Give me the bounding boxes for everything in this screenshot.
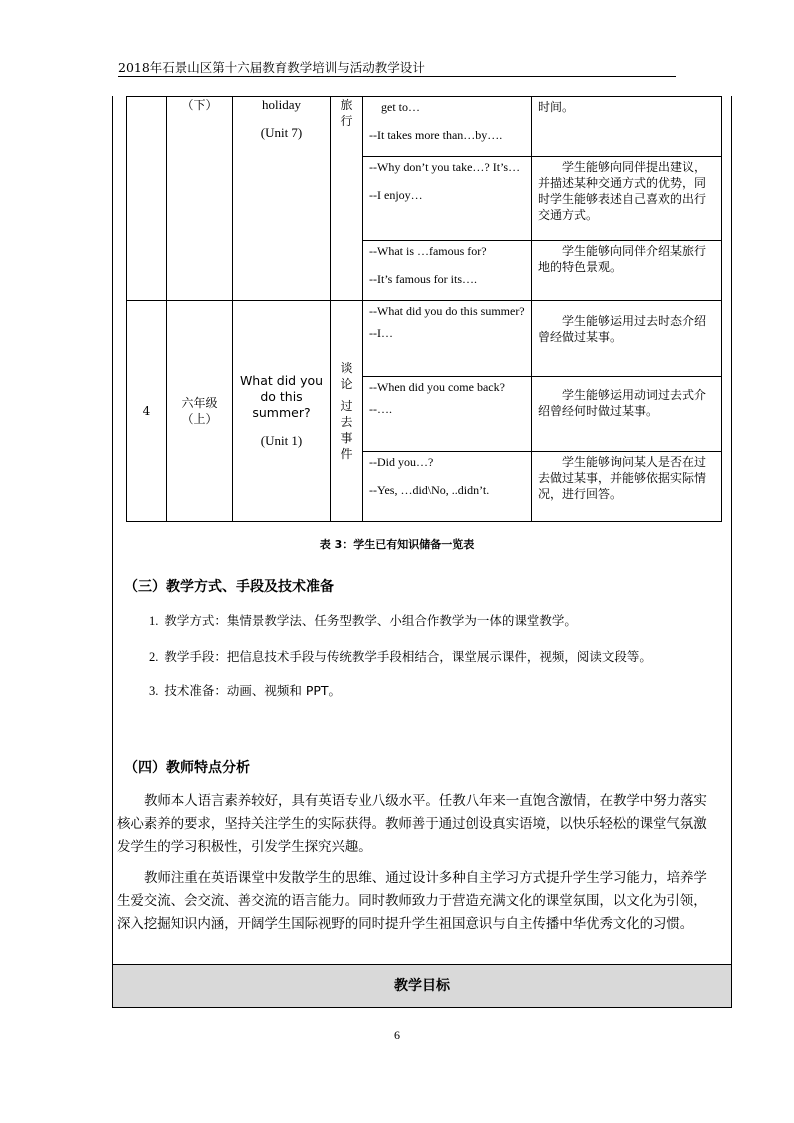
unit-number: (Unit 7) [260, 125, 303, 140]
topic-cell [331, 97, 363, 301]
list-text: 技术准备：动画、视频和 PPT。 [164, 683, 342, 698]
section-heading-teacher: （四）教师特点分析 [124, 760, 250, 776]
language-line: --I… [369, 326, 393, 340]
goal-text: 学生能够运用过去时态介绍曾经做过某事。 [538, 314, 707, 344]
goal-cell [532, 377, 722, 452]
grade-cell [167, 301, 233, 522]
topic-label: 旅行 [340, 98, 353, 128]
list-item [149, 611, 577, 629]
language-cell [363, 157, 532, 241]
grade-label: 六年级 [181, 396, 218, 410]
table-row [127, 301, 722, 377]
section-heading-methods: （三）教学方式、手段及技术准备 [124, 579, 334, 595]
language-line: --It’s famous for its…. [369, 272, 477, 286]
topic-label-2: 过去事件 [340, 399, 353, 461]
table-caption: 表 3：学生已有知识储备一览表 [319, 538, 475, 551]
list-item [149, 647, 652, 665]
goal-cell [532, 97, 722, 157]
language-line: --Why don’t you take…? It’s… [369, 160, 521, 174]
goal-cell [532, 301, 722, 377]
goal-text: 学生能够运用动词过去式介绍曾经何时做过某事。 [538, 388, 707, 418]
header-divider [118, 76, 676, 77]
grade-label: （下） [181, 98, 218, 112]
language-cell [363, 377, 532, 452]
row-number [127, 97, 167, 301]
language-line: --I enjoy… [369, 188, 423, 202]
language-line: --Yes, …did\No, ..didn’t. [369, 483, 490, 497]
row-number: 4 [127, 301, 167, 522]
list-number: 1. [149, 614, 159, 628]
language-line: --It takes more than…by…. [369, 128, 503, 142]
grade-cell [167, 97, 233, 301]
list-text: 教学方式：集情景教学法、任务型教学、小组合作教学为一体的课堂教学。 [164, 613, 577, 628]
frame-right-border [731, 96, 732, 964]
goal-text: 时间。 [538, 100, 575, 114]
table-row [127, 97, 722, 157]
language-line: --What is …famous for? [369, 244, 487, 258]
language-cell [363, 97, 532, 157]
unit-title: What did you do this summer? [239, 373, 324, 420]
list-text: 教学手段：把信息技术手段与传统教学手段相结合，课堂展示课件，视频，阅读文段等。 [164, 649, 652, 664]
list-item [149, 681, 341, 699]
language-line: get to… [381, 100, 420, 114]
list-number: 3. [149, 684, 159, 698]
unit-cell [233, 97, 331, 301]
language-cell [363, 452, 532, 522]
goal-text: 学生能够向同伴提出建议，并描述某种交通方式的优势，同时学生能够表述自己喜欢的出行交通方式。 [538, 160, 707, 222]
teaching-goals-label: 教学目标 [394, 978, 450, 994]
unit-title: holiday [262, 97, 301, 112]
language-cell [363, 301, 532, 377]
language-line: --…. [369, 402, 392, 416]
topic-label: 谈论 [340, 361, 353, 391]
teacher-paragraph-1: 教师本人语言素养较好，具有英语专业八级水平。任教八年来一直饱含激情，在教学中努力落实核心素养的要求，坚持关注学生的实际获得。教师善于通过创设真实语境，以快乐轻松的课堂气氛激发学生的学习积极性，引发学生探究兴趣。 [117, 793, 707, 855]
unit-cell [233, 301, 331, 522]
goal-text: 学生能够向同伴介绍某旅行地的特色景观。 [538, 244, 707, 274]
unit-number: (Unit 1) [260, 433, 303, 448]
goal-cell [532, 452, 722, 522]
topic-cell [331, 301, 363, 522]
language-cell [363, 241, 532, 301]
page-header-title: 2018年石景山区第十六届教育教学培训与活动教学设计 [118, 60, 425, 75]
language-line: --When did you come back? [369, 380, 505, 394]
goal-cell [532, 241, 722, 301]
list-number: 2. [149, 650, 159, 664]
grade-term: （上） [181, 412, 218, 426]
goal-text: 学生能够询问某人是否在过去做过某事，并能够依据实际情况，进行回答。 [538, 455, 707, 501]
knowledge-table [126, 96, 722, 522]
language-line: --Did you…? [369, 455, 434, 469]
frame-left-border [112, 96, 113, 964]
teacher-paragraph-2: 教师注重在英语课堂中发散学生的思维、通过设计多种自主学习方式提升学生学习能力，培养学生爱交流、会交流、善交流的语言能力。同时教师致力于营造充满文化的课堂氛围，以文化为引领，深入挖掘知识内涵，开阔学生国际视野的同时提升学生祖国意识与自主传播中华优秀文化的习惯。 [117, 870, 707, 932]
teaching-goals-band [112, 964, 732, 1008]
page-number: 6 [394, 1028, 400, 1042]
language-line: --What did you do this summer? [369, 304, 525, 318]
goal-cell [532, 157, 722, 241]
